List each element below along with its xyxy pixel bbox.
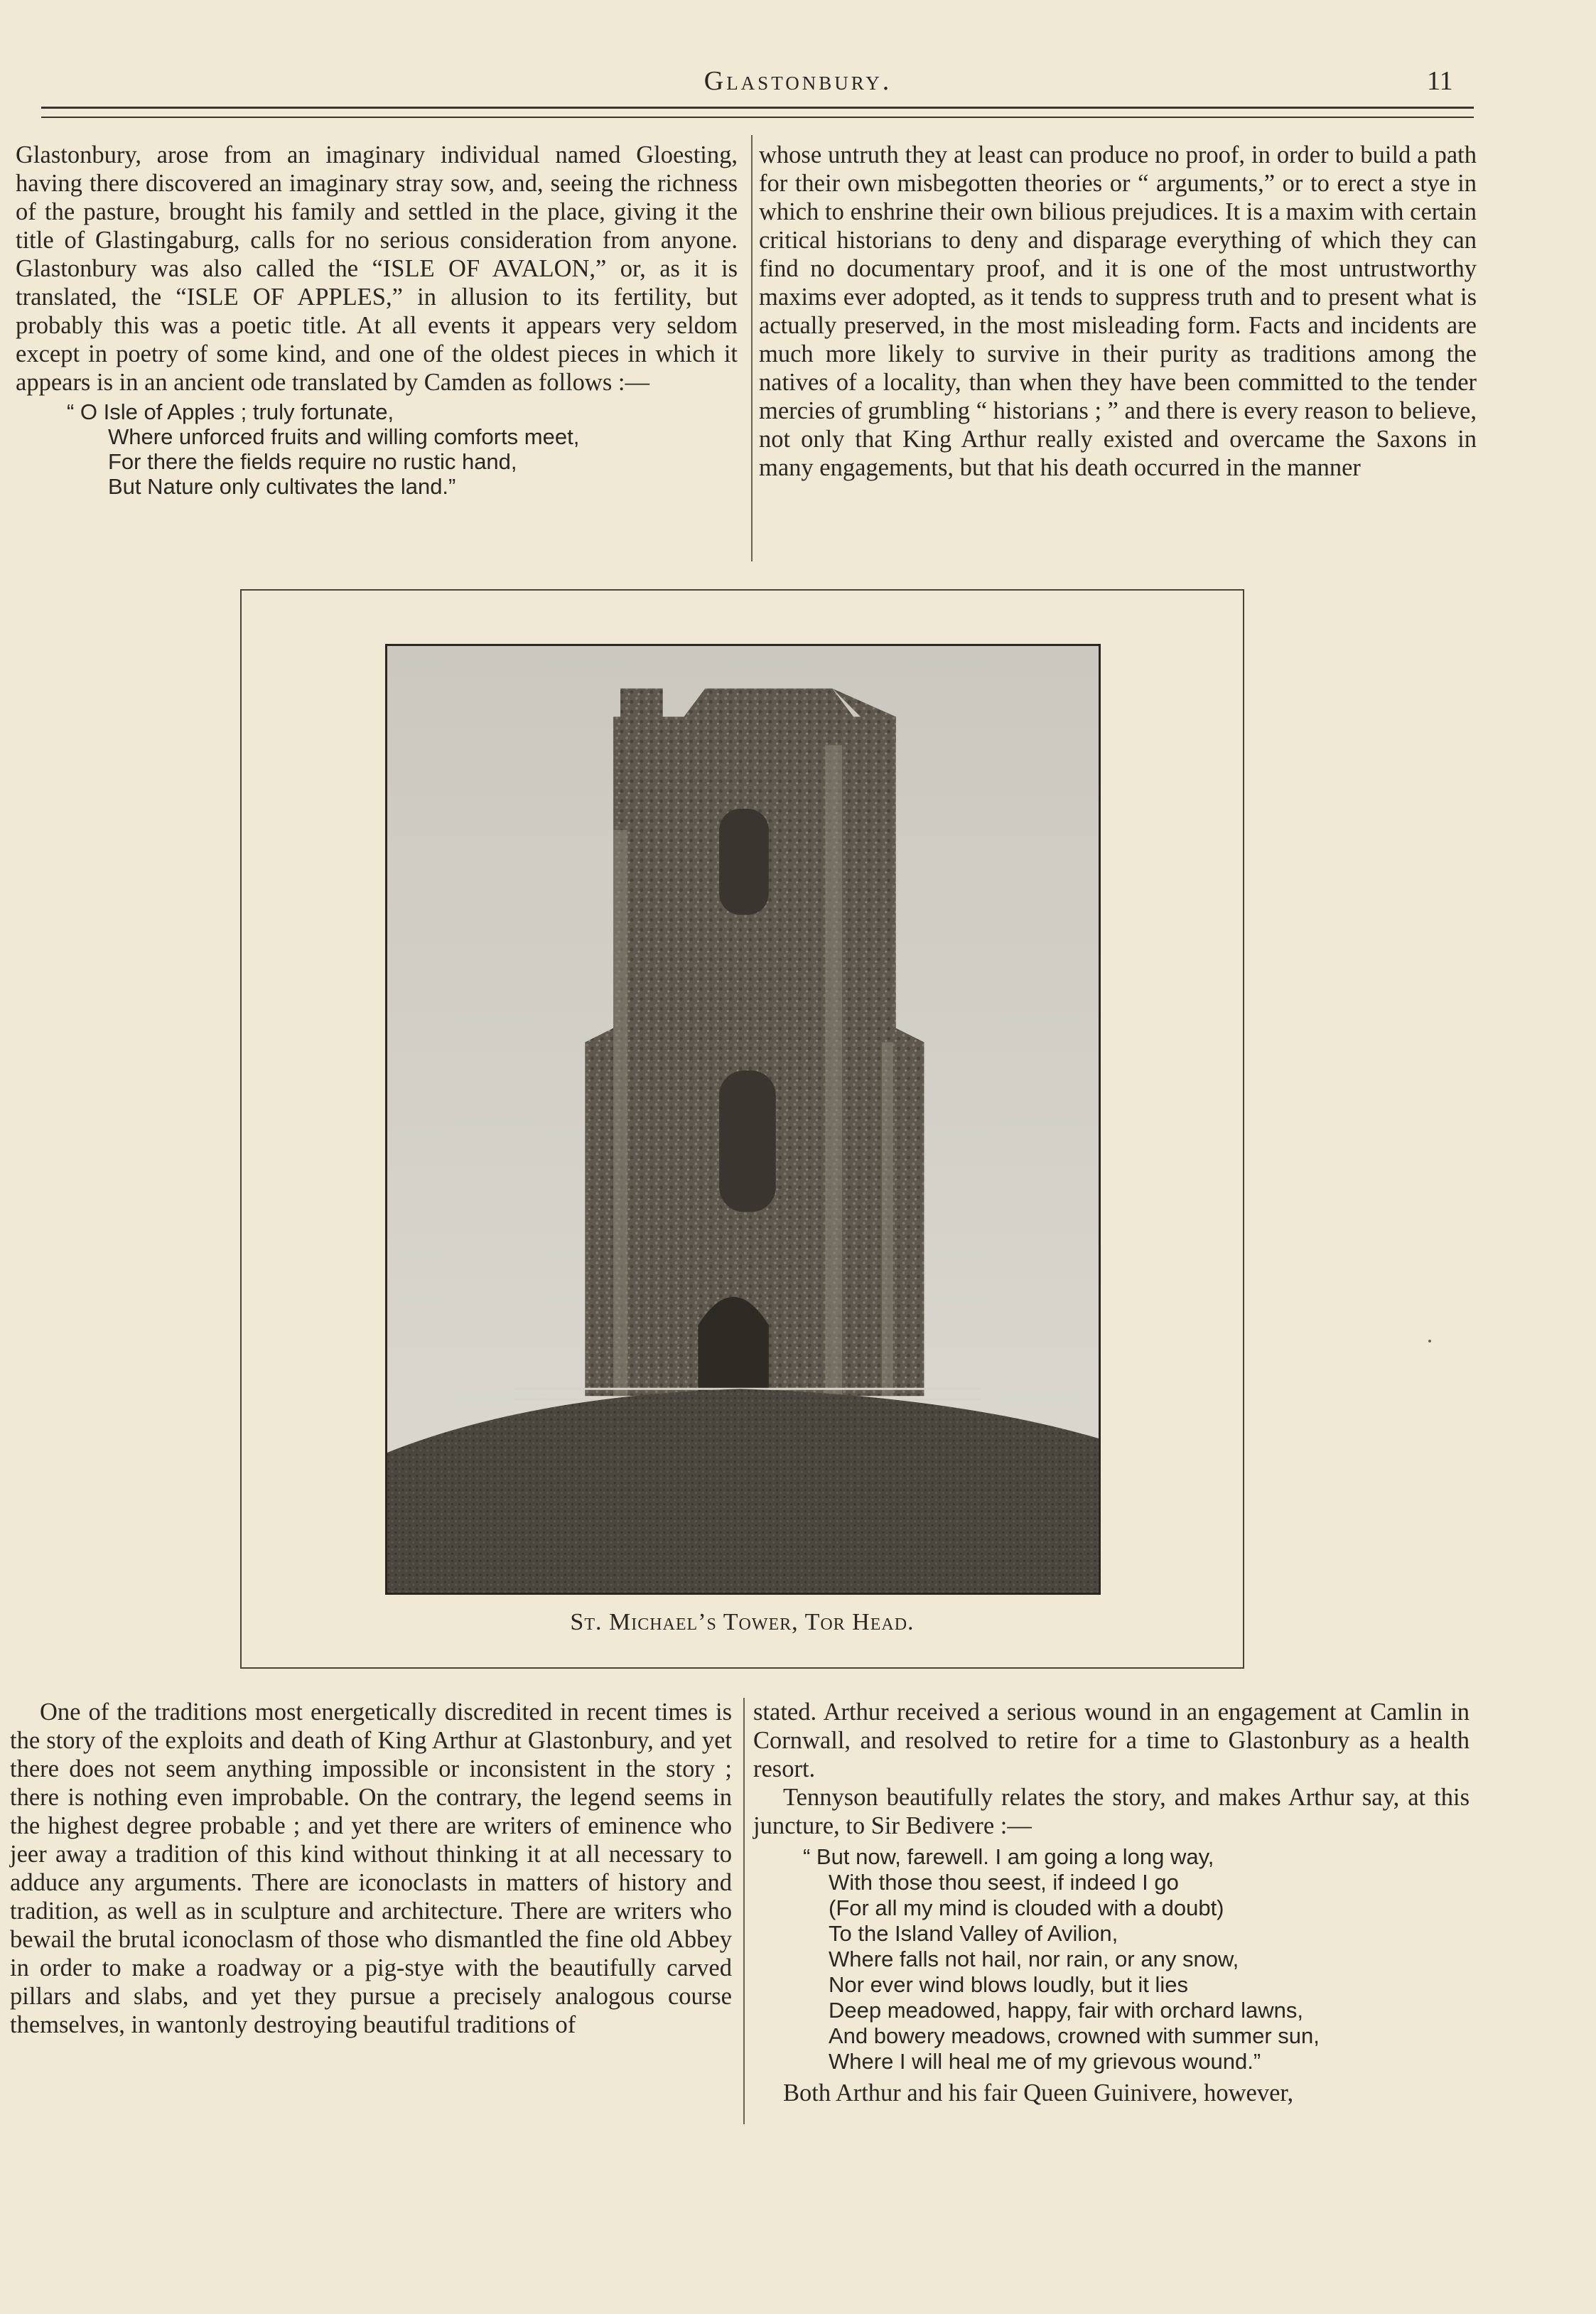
print-speck	[1428, 1340, 1431, 1342]
verse-line: “ But now, farewell. I am going a long way,	[803, 1844, 1214, 1869]
verse-line: With those thou seest, if indeed I go	[829, 1870, 1179, 1895]
verse-line: Nor ever wind blows loudly, but it lies	[829, 1972, 1188, 1997]
top-right-paragraph: whose untruth they at least can produce no proof, in order to build a path for their own misbegotten theories or “ arguments,” or to erect a stye in which to enshrine their own bilious prejudices. It is a maxim with certain critical historians to deny and disparage everything of which they can find no documentary proof, and it is one of the most untrustworthy maxims ever adopted, as it tends to suppress truth and to present what is actually preserved, in the most misleading form. Facts and incidents are much more likely to survive in their purity as traditions among the natives of a locality, than when they have been committed to the tender mercies of grumbling “ historians ; ” and there is every reason to believe, not only that King Arthur really existed and overcame the Saxons in many engagements, but that his death occurred in the manner	[759, 141, 1477, 481]
figure-caption: St. Michael’s Tower, Tor Head.	[570, 1609, 915, 1635]
tower-doorway	[698, 1297, 768, 1396]
top-left-column	[16, 141, 738, 499]
running-header: Glastonbury.	[703, 66, 893, 96]
bottom-left-paragraph: One of the traditions most energetically discredited in recent times is the story of the exploits and death of King Arthur at Glastonbury, and yet there does not seem anything impossible or inconsistent in the story ; there is nothing even improbable. On the contrary, the legend seems in the highest degree probable ; and yet there are writers of eminence who jeer away a tradition of this kind without thinking it at all necessary to adduce any arguments. There are iconoclasts in matters of history and tradition, as well as in sculpture and architecture. There are writers who bewail the brutal iconoclasm of those who dismantled the fine old Abbey in order to make a roadway or a pig-stye with the beautifully carved pillars and slabs, and yet they pursue a precisely analogous course themselves, in wantonly destroying beautiful traditions of	[10, 1699, 732, 2038]
bottom-right-paragraph-2: Tennyson beautifully relates the story, and makes Arthur say, at this juncture, to Sir Bedivere :—	[753, 1784, 1470, 1839]
verse-line: To the Island Valley of Avilion,	[829, 1921, 1118, 1946]
verse-line: “ O Isle of Apples ; truly fortunate,	[67, 399, 394, 424]
verse-line: Where unforced fruits and willing comforts meet,	[108, 424, 580, 449]
verse-line: For there the fields require no rustic hand,	[108, 449, 517, 474]
page-number: 11	[1427, 66, 1453, 96]
verse-line: Deep meadowed, happy, fair with orchard lawns,	[829, 1998, 1303, 2023]
bottom-right-paragraph-3: Both Arthur and his fair Queen Guinivere, however,	[783, 2079, 1294, 2106]
bottom-right-paragraph-1: stated. Arthur received a serious wound in an engagement at Camlin in Cornwall, and resolved to retire for a time to Glastonbury as a health resort.	[753, 1699, 1470, 1782]
tower-photograph	[385, 644, 1101, 1595]
column-divider	[751, 135, 753, 561]
top-right-column	[759, 141, 1477, 482]
verse-line: Where I will heal me of my grievous wound.”	[829, 2049, 1261, 2074]
header-rule-secondary	[41, 117, 1474, 118]
top-left-paragraph: Glastonbury, arose from an imaginary individual named Gloesting, having there discovered an imaginary stray sow, and, seeing the richness of the pasture, brought his family and settled in the place, giving it the title of Glastingaburg, calls for no serious consideration from anyone. Glastonbury was also called the “ISLE OF AVALON,” or, as it is translated, the “ISLE OF APPLES,” in allusion to its fertility, but probably this was a poetic title. At all events it appears very seldom except in poetry of some kind, and one of the oldest pieces in which it appears is in an ancient ode translated by Camden as follows :—	[16, 141, 738, 396]
tower-body	[585, 689, 924, 1397]
tor-hill	[387, 1389, 1099, 1593]
column-divider	[743, 1698, 745, 2124]
verse-line: And bowery meadows, crowned with summer sun,	[829, 2023, 1320, 2048]
verse-line: But Nature only cultivates the land.”	[108, 474, 456, 499]
bottom-right-column	[753, 1698, 1470, 2107]
camden-verse	[67, 399, 738, 499]
bottom-left-column	[10, 1698, 732, 2039]
header-rule	[41, 107, 1474, 109]
verse-line: Where falls not hail, nor rain, or any snow,	[829, 1947, 1239, 1971]
tennyson-verse	[803, 1844, 1470, 2074]
verse-line: (For all my mind is clouded with a doubt)	[829, 1895, 1224, 1920]
